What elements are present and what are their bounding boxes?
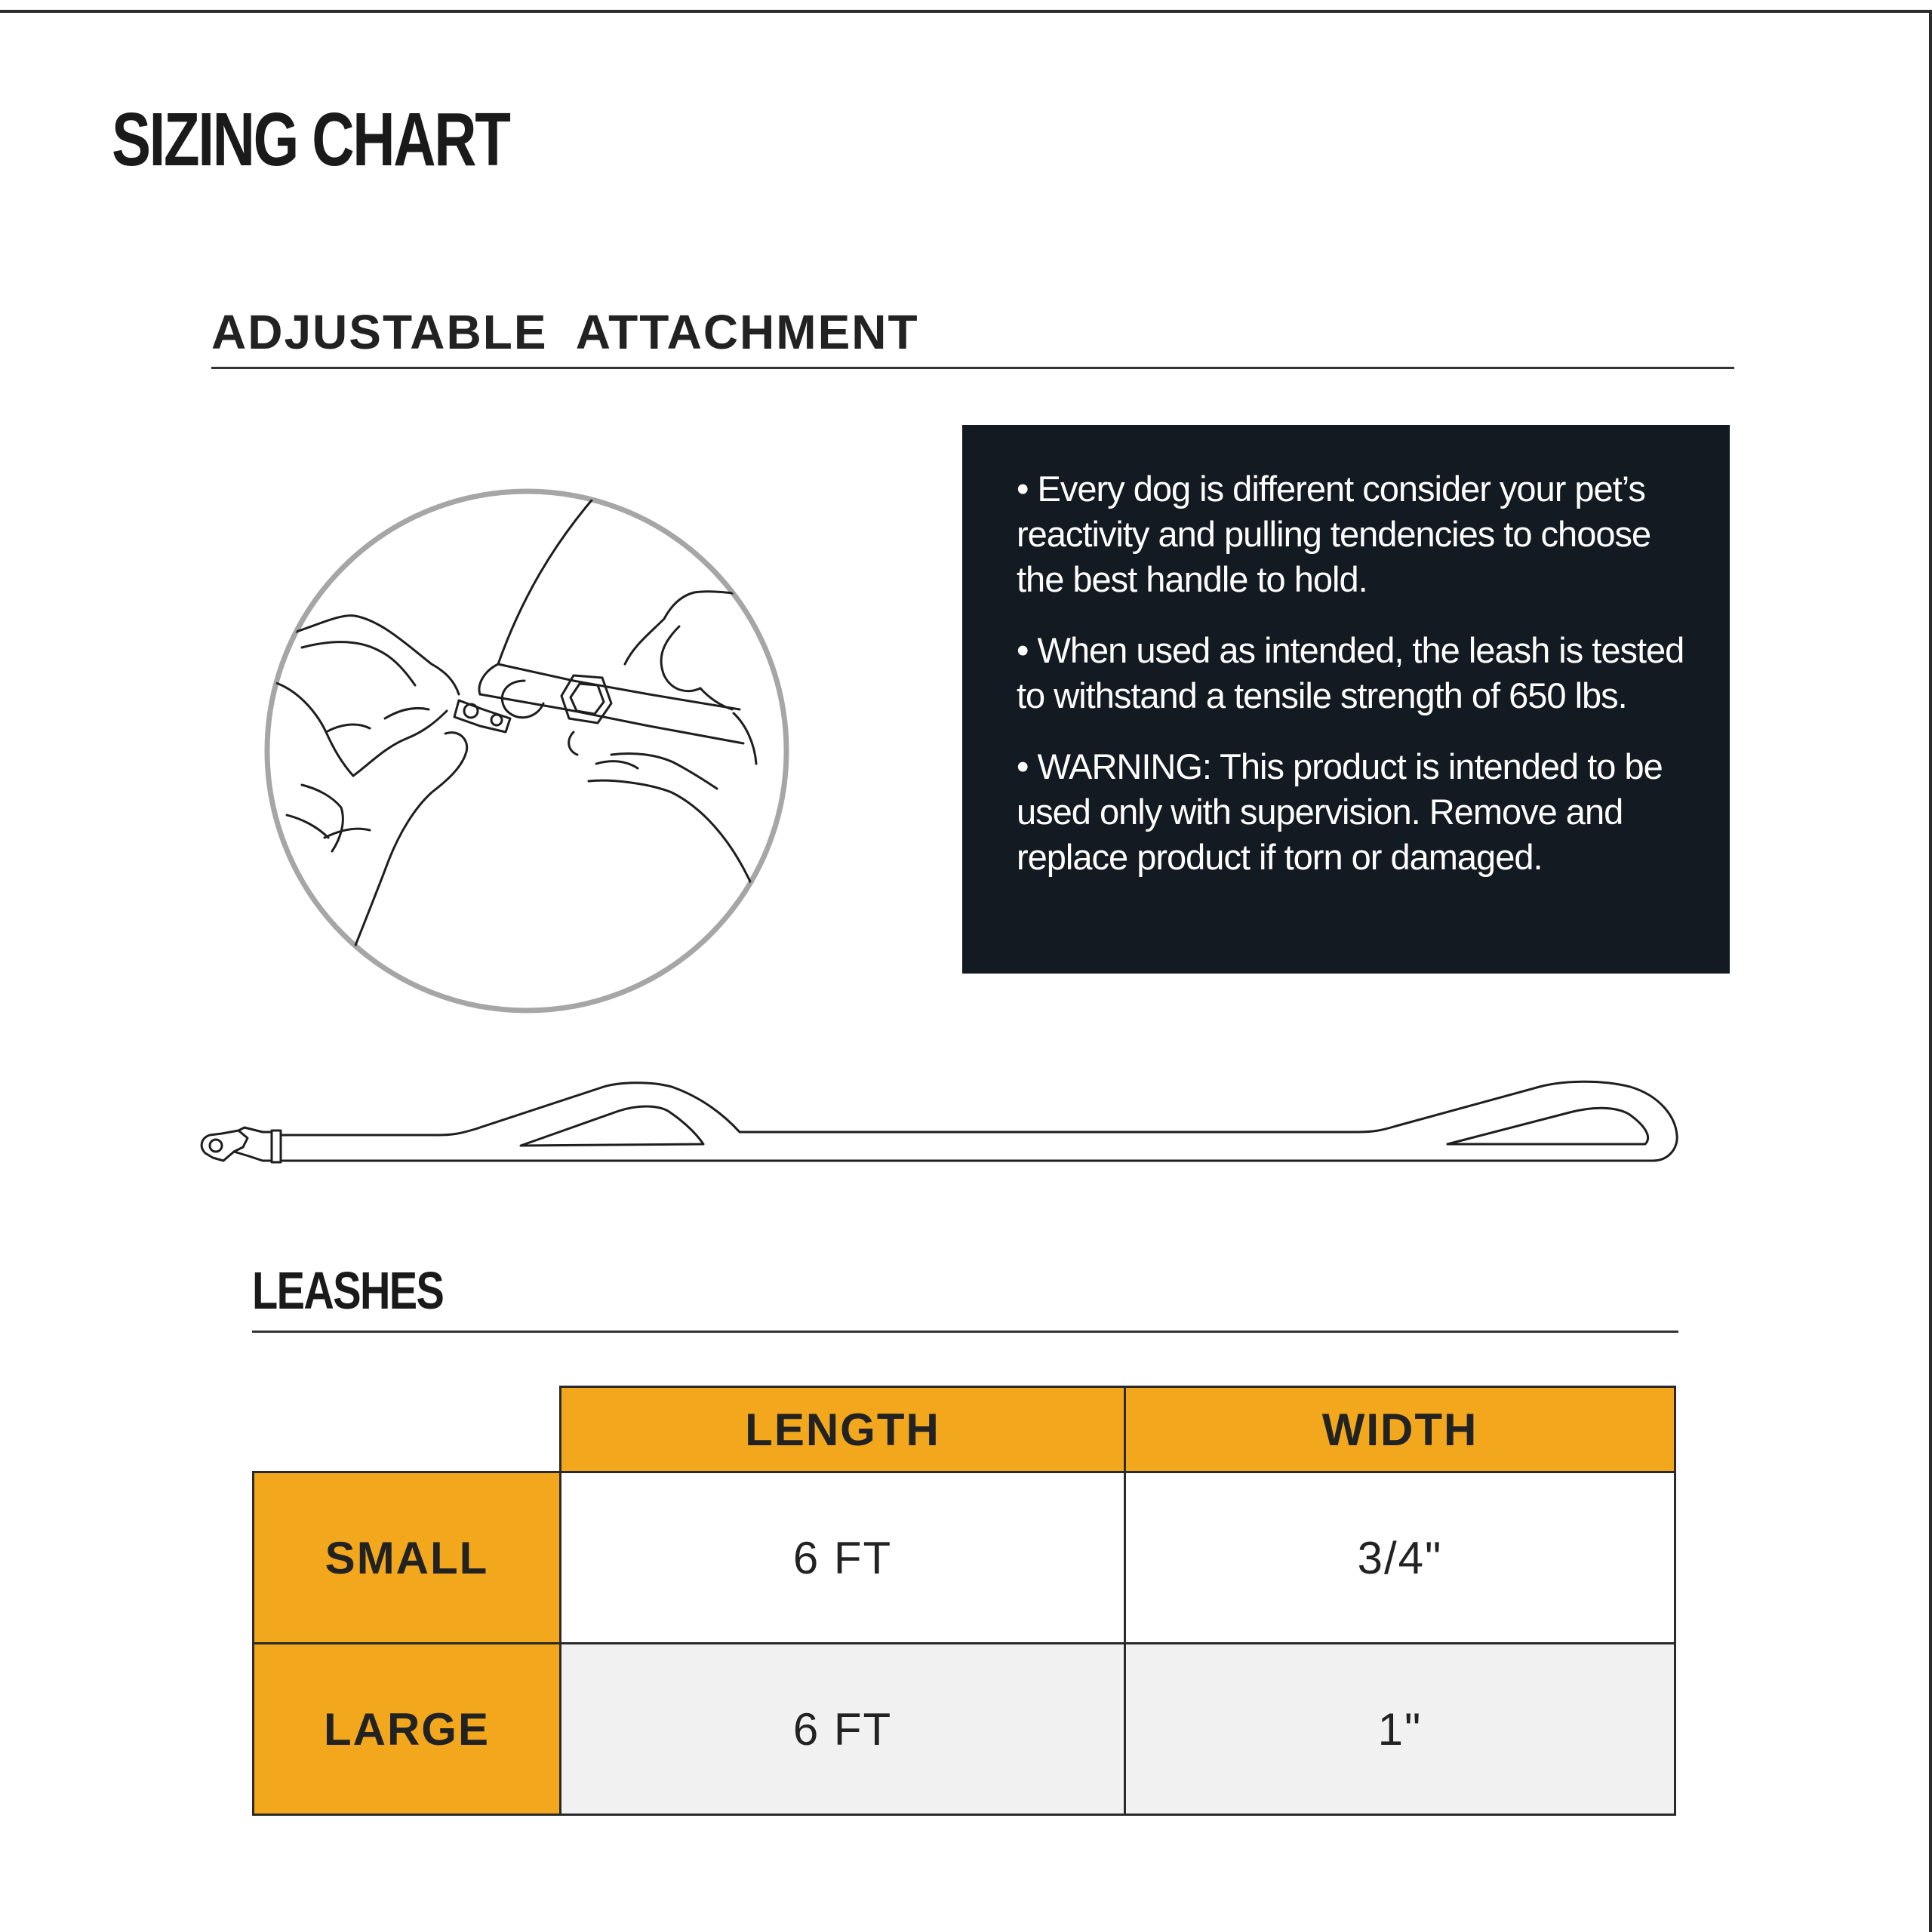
small-length-cell: 6 FT — [561, 1472, 1125, 1644]
table-corner-cell — [254, 1387, 561, 1472]
small-width-cell: 3/4" — [1125, 1472, 1675, 1644]
page-frame-right — [1929, 10, 1932, 1932]
attachment-section-divider — [211, 367, 1734, 369]
leash-size-table — [252, 1386, 1676, 1816]
info-box — [962, 425, 1730, 974]
page-frame-top — [0, 10, 1932, 13]
info-note-warning: • WARNING: This product is intended to be used only with supervision. Remove and replace product if torn or damaged. — [1017, 746, 1663, 877]
table-row — [254, 1472, 1675, 1644]
attachment-section-title: ADJUSTABLE ATTACHMENT — [211, 305, 919, 359]
large-width-cell: 1" — [1125, 1644, 1675, 1815]
table-header-row — [254, 1387, 1675, 1472]
row-header-large: LARGE — [254, 1644, 561, 1815]
column-header-width: WIDTH — [1125, 1387, 1675, 1472]
info-note-tensile-strength: • When used as intended, the leash is tested to withstand a tensile strength of 650 lbs. — [1017, 630, 1684, 715]
info-note-reactivity: • Every dog is different consider your pet’s reactivity and pulling tendencies to choose the best handle to hold. — [1017, 469, 1651, 599]
leashes-section-title: LEASHES — [252, 1261, 444, 1320]
page-title: SIZING CHART — [112, 97, 509, 182]
leashes-section-divider — [252, 1331, 1678, 1333]
column-header-length: LENGTH — [561, 1387, 1125, 1472]
row-header-small: SMALL — [254, 1472, 561, 1644]
hands-clipping-leash-icon — [257, 483, 800, 1026]
large-length-cell: 6 FT — [561, 1644, 1125, 1815]
double-handle-leash-icon — [196, 1072, 1736, 1192]
table-row — [254, 1644, 1675, 1815]
